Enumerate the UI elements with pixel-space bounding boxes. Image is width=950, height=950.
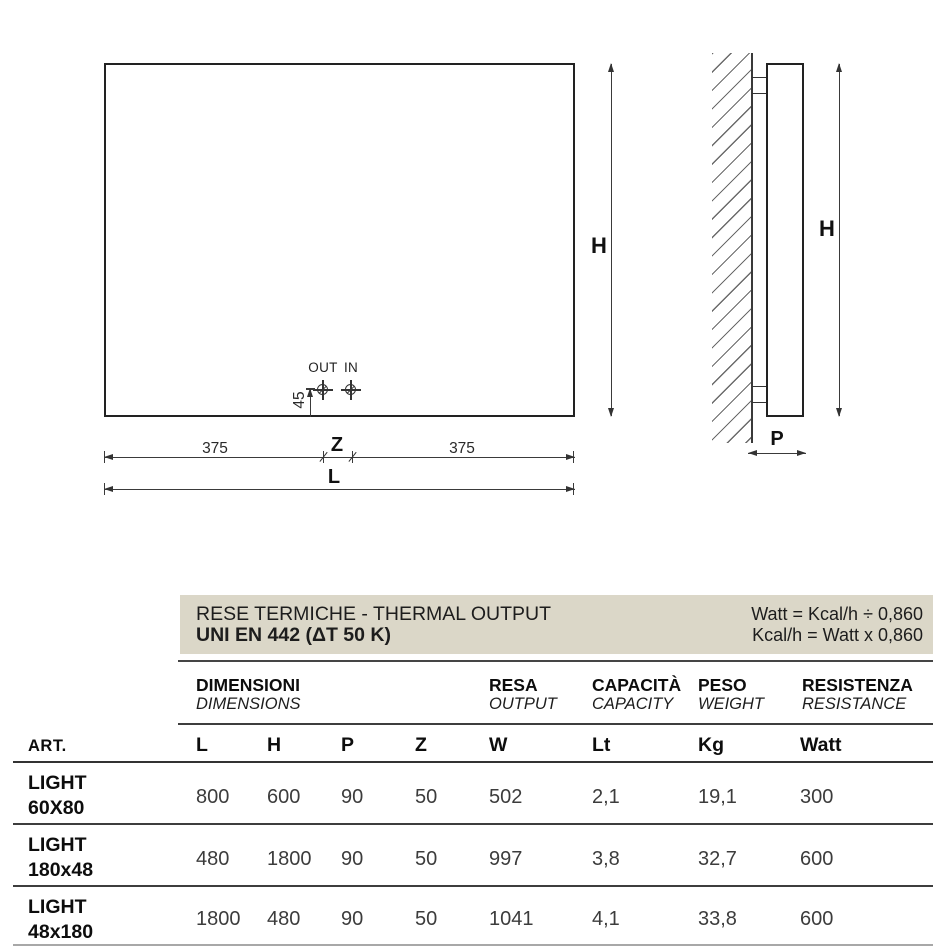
cell-p: 90 xyxy=(341,908,364,930)
article-name xyxy=(28,895,93,945)
side-h-arrow-bottom-icon xyxy=(836,408,842,417)
cell-p: 90 xyxy=(341,786,364,808)
cell-w: 1041 xyxy=(489,908,534,930)
cell-h: 1800 xyxy=(267,848,312,870)
group-subtitle: OUTPUT xyxy=(489,695,557,713)
article-name xyxy=(28,833,93,883)
group-title: RESA xyxy=(489,675,538,695)
group-subtitle: DIMENSIONS xyxy=(196,695,301,713)
group-dimensioni xyxy=(196,675,301,714)
col-header-z: Z xyxy=(415,734,427,756)
out-label: OUT xyxy=(308,360,338,375)
band-title: RESE TERMICHE - THERMAL OUTPUT xyxy=(196,602,552,625)
group-subtitle: RESISTANCE xyxy=(802,695,907,713)
dim-375-left-value: 375 xyxy=(202,440,228,457)
dim-ext-tick xyxy=(104,451,105,463)
thermal-output-band xyxy=(180,595,933,654)
row-separator xyxy=(13,823,933,825)
cell-lt: 4,1 xyxy=(592,908,620,930)
group-title: DIMENSIONI xyxy=(196,675,301,695)
cell-z: 50 xyxy=(415,786,438,808)
cell-kg: 33,8 xyxy=(698,908,737,930)
article-line2: 48x180 xyxy=(28,921,94,943)
band-formulas xyxy=(751,604,923,646)
dim-375-line xyxy=(104,457,575,458)
panel-side-outline xyxy=(766,63,804,417)
z-label: Z xyxy=(330,434,344,456)
group-subtitle: WEIGHT xyxy=(698,695,764,713)
cell-h: 600 xyxy=(267,786,301,808)
l-label: L xyxy=(327,466,341,488)
wall-hatch xyxy=(712,53,752,443)
col-header-h: H xyxy=(267,734,282,756)
mounting-bracket-bottom xyxy=(752,386,766,403)
band-formula-1: Watt = Kcal/h ÷ 0,860 xyxy=(751,603,923,624)
dim-ext-tick xyxy=(573,483,574,495)
cell-z: 50 xyxy=(415,908,438,930)
cell-kg: 19,1 xyxy=(698,786,737,808)
group-title: RESISTENZA xyxy=(802,675,913,695)
article-line1: LIGHT xyxy=(28,772,87,794)
cell-l: 800 xyxy=(196,786,230,808)
side-h-arrow-top-icon xyxy=(836,63,842,72)
cell-lt: 3,8 xyxy=(592,848,620,870)
dim-375-right-value: 375 xyxy=(449,440,475,457)
article-name xyxy=(28,771,87,821)
group-subtitle: CAPACITY xyxy=(592,695,674,713)
col-header-w: W xyxy=(489,734,508,756)
header-top-rule xyxy=(178,723,933,725)
col-header-p: P xyxy=(341,734,355,756)
band-formula-2: Kcal/h = Watt x 0,860 xyxy=(752,624,923,645)
dim-45-value: 45 xyxy=(291,391,308,409)
in-label: IN xyxy=(343,360,359,375)
band-bottom-rule xyxy=(178,660,933,662)
cell-l: 1800 xyxy=(196,908,241,930)
cell-kg: 32,7 xyxy=(698,848,737,870)
cell-w: 997 xyxy=(489,848,523,870)
dim-l-line xyxy=(104,489,575,490)
front-h-arrow-bottom-icon xyxy=(608,408,614,417)
dim-p-arrow-left-icon xyxy=(748,450,757,456)
front-h-label: H xyxy=(591,233,607,258)
dim-p-arrow-right-icon xyxy=(797,450,806,456)
band-subtitle: UNI EN 442 (ΔT 50 K) xyxy=(196,623,391,646)
group-title: CAPACITÀ xyxy=(592,675,682,695)
cell-z: 50 xyxy=(415,848,438,870)
cell-l: 480 xyxy=(196,848,230,870)
cell-w: 502 xyxy=(489,786,523,808)
group-resistenza xyxy=(802,675,913,714)
group-resa xyxy=(489,675,557,714)
dim-ext-tick xyxy=(573,451,574,463)
cell-p: 90 xyxy=(341,848,364,870)
table-bottom-rule xyxy=(13,944,933,946)
wall-line xyxy=(751,53,753,443)
mounting-bracket-top xyxy=(752,77,766,94)
front-h-arrow-top-icon xyxy=(608,63,614,72)
article-line1: LIGHT xyxy=(28,834,87,856)
cell-lt: 2,1 xyxy=(592,786,620,808)
article-line2: 180x48 xyxy=(28,859,94,881)
group-peso xyxy=(698,675,764,714)
article-line1: LIGHT xyxy=(28,896,87,918)
col-header-l: L xyxy=(196,734,208,756)
group-title: PESO xyxy=(698,675,747,695)
dim-ext-tick xyxy=(104,483,105,495)
cell-watt: 600 xyxy=(800,848,834,870)
cell-h: 480 xyxy=(267,908,301,930)
col-header-kg: Kg xyxy=(698,734,724,756)
p-label: P xyxy=(770,428,784,450)
header-bottom-rule xyxy=(13,761,933,763)
col-header-watt: Watt xyxy=(800,734,842,756)
col-header-lt: Lt xyxy=(592,734,611,756)
group-capacita xyxy=(592,675,681,714)
dim-l-arrow-left-icon xyxy=(104,486,113,492)
in-connection-icon xyxy=(341,380,361,400)
out-connection-icon xyxy=(313,380,333,400)
side-h-label: H xyxy=(819,216,835,241)
band-title-block xyxy=(196,604,551,646)
row-separator xyxy=(13,885,933,887)
cell-watt: 600 xyxy=(800,908,834,930)
art-column-header: ART. xyxy=(28,737,67,755)
cell-watt: 300 xyxy=(800,786,834,808)
dim-375-arrow-left-icon xyxy=(104,454,113,460)
article-line2: 60X80 xyxy=(28,797,85,819)
